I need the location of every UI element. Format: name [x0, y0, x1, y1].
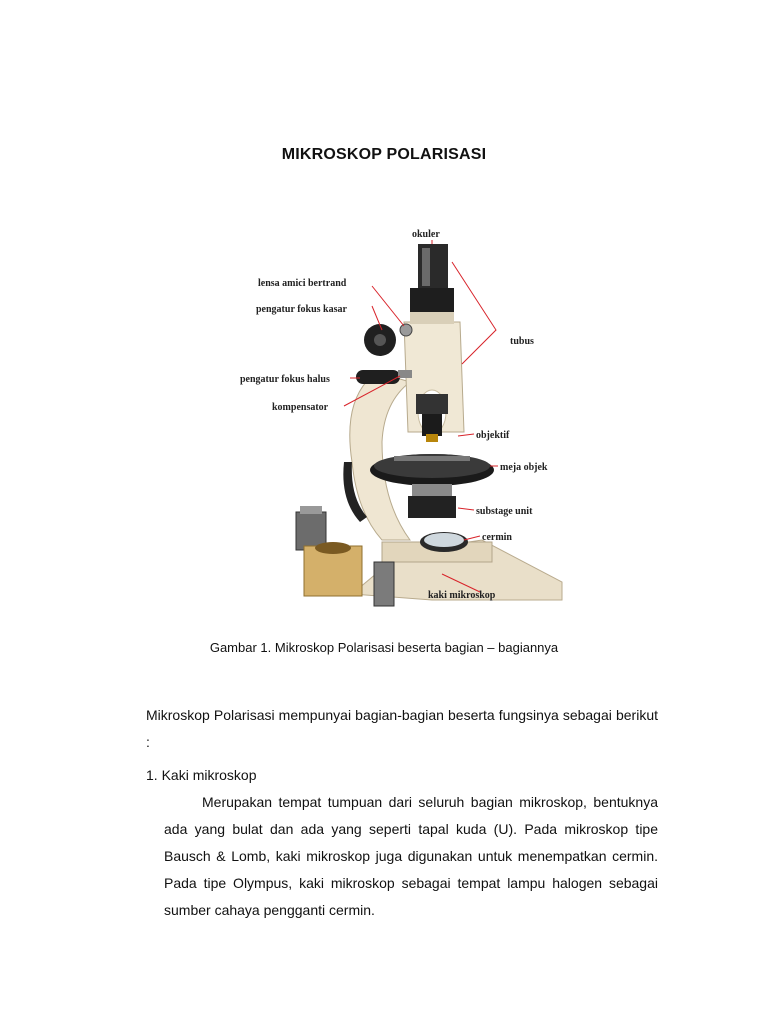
label-kompensator: kompensator: [272, 402, 329, 413]
label-cermin: cermin: [482, 532, 512, 543]
accessory-cap: [300, 506, 322, 514]
objektif-leader: [458, 434, 474, 436]
substage-ring: [412, 484, 452, 496]
accessory-cylinder-small: [374, 562, 394, 606]
label-okuler: okuler: [412, 229, 440, 240]
label-substage-unit: substage unit: [476, 506, 533, 517]
bertrand-lens: [400, 324, 412, 336]
document-title: MIKROSKOP POLARISASI: [281, 146, 487, 163]
objective-tip: [426, 434, 438, 442]
mirror-glass: [424, 533, 464, 547]
eyepiece-ring: [410, 312, 454, 324]
analyzer-block: [416, 394, 448, 414]
stage-clip: [394, 456, 470, 461]
substage-condenser: [408, 496, 456, 518]
objective-lens: [422, 414, 442, 436]
fine-focus-knob: [356, 370, 400, 384]
section-body-kaki-mikroskop: Merupakan tempat tumpuan dari seluruh bagian mikroskop, bentuknya ada yang bulat dan ada yang seperti tapal kuda (U). Pada mikroskop tipe Bausch & Lomb, kaki mikroskop juga digunakan untuk menempatkan cermin. Pada tipe Olympus, kaki mikroskop sebagai tempat lampu halogen sebagai sumber cahaya pengganti cermin.: [164, 794, 658, 918]
eyepiece-collar: [410, 288, 454, 312]
label-lensa-amici-bertrand: lensa amici bertrand: [258, 278, 347, 289]
coarse-focus-center: [374, 334, 386, 346]
cermin-leader: [464, 536, 480, 540]
label-pengatur-fokus-halus: pengatur fokus halus: [240, 374, 330, 385]
label-tubus: tubus: [510, 336, 534, 347]
intro-paragraph: Mikroskop Polarisasi mempunyai bagian-bagian beserta fungsinya sebagai berikut :: [146, 707, 658, 750]
figure-caption: Gambar 1. Mikroskop Polarisasi beserta bagian – bagiannya: [209, 640, 559, 655]
box-hole: [315, 542, 351, 554]
microscope-figure: [232, 222, 572, 622]
label-kaki-mikroskop: kaki mikroskop: [428, 590, 496, 601]
eyepiece-highlight: [422, 248, 430, 286]
label-objektif: objektif: [476, 430, 510, 441]
section-heading-kaki-mikroskop: 1. Kaki mikroskop: [146, 767, 257, 783]
label-meja-objek: meja objek: [500, 462, 548, 473]
label-pengatur-fokus-kasar: pengatur fokus kasar: [256, 304, 347, 315]
compensator-slot: [398, 370, 412, 378]
microscope-diagram: [232, 222, 572, 622]
substage-leader: [458, 508, 474, 510]
lensa-leader: [372, 286, 404, 326]
